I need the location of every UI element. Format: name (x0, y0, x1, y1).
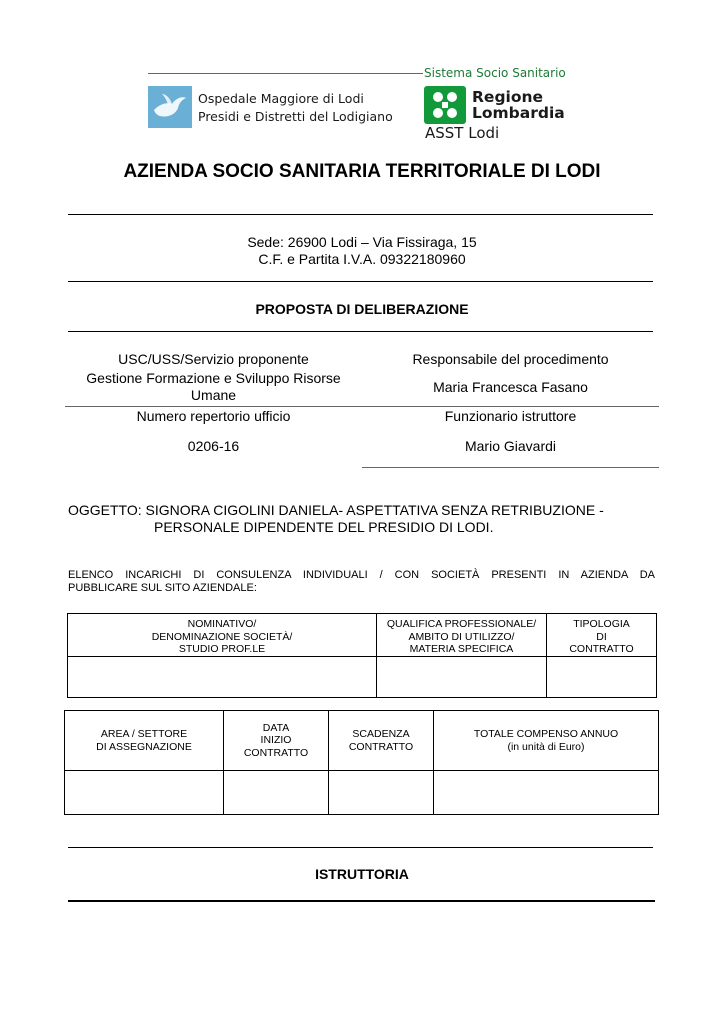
proposta-heading: PROPOSTA DI DELIBERAZIONE (255, 301, 469, 317)
repertorio-value: 0206-16 (187, 438, 240, 454)
regione-label: Regione (472, 88, 544, 106)
elenco-text-cont: PUBBLICARE SUL SITO AZIENDALE: (68, 582, 257, 594)
responsabile-label: Responsabile del procedimento (412, 351, 609, 367)
header-text: AMBITO DI UTILIZZO/ (408, 630, 515, 643)
divider (68, 281, 653, 282)
header-text: CONTRATTO (348, 740, 414, 753)
usc-label: USC/USS/Servizio proponente (118, 351, 309, 367)
table-row (65, 771, 659, 815)
repertorio-label: Numero repertorio ufficio (136, 408, 291, 424)
header-text: QUALIFICA PROFESSIONALE/ (386, 618, 537, 630)
header-text: STUDIO PROF.LE (178, 643, 266, 655)
lombardia-label: Lombardia (472, 104, 565, 122)
table-cell (377, 656, 547, 697)
divider (68, 331, 653, 332)
col-tipologia-header (547, 614, 657, 657)
dove-logo-icon (148, 86, 192, 128)
ospedale-name: Ospedale Maggiore di Lodi (198, 91, 364, 106)
header-rule (148, 73, 423, 74)
responsabile-value: Maria Francesca Fasano (433, 379, 588, 395)
header-text: DI (596, 630, 607, 643)
usc-value-cont: Umane (190, 387, 237, 403)
header-text: DATA (262, 721, 290, 734)
table-header-row (68, 614, 657, 657)
info-divider (65, 406, 659, 407)
header-text: MATERIA SPECIFICA (409, 643, 514, 655)
header-text: NOMINATIVO/ (187, 618, 257, 630)
table-cell (329, 771, 434, 815)
col-nominativo-header (68, 614, 377, 657)
col-area-header (65, 711, 224, 771)
asst-label: ASST Lodi (425, 124, 500, 142)
table-row (68, 656, 657, 697)
col-data-inizio-header (224, 711, 329, 771)
header-text: (in unità di Euro) (507, 740, 585, 753)
table-cell (224, 771, 329, 815)
usc-value: Gestione Formazione e Sviluppo Risorse (86, 370, 341, 386)
contratti-table (64, 710, 659, 815)
istruttoria-heading: ISTRUTTORIA (315, 866, 409, 882)
header-text: TOTALE COMPENSO ANNUO (473, 728, 619, 740)
header-text: CONTRATTO (569, 643, 634, 655)
table-cell (65, 771, 224, 815)
oggetto-line: OGGETTO: SIGNORA CIGOLINI DANIELA- ASPETTATIVA SENZA RETRIBUZIONE - (68, 502, 604, 518)
col-scadenza-header (329, 711, 434, 771)
oggetto-line-cont: PERSONALE DIPENDENTE DEL PRESIDIO DI LODI. (154, 519, 494, 535)
table-cell (434, 771, 659, 815)
table-header-row (65, 711, 659, 771)
funzionario-label: Funzionario istruttore (444, 408, 577, 424)
sistema-label: Sistema Socio Sanitario (424, 66, 566, 80)
header-text: SCADENZA (352, 728, 410, 740)
header-text: DI ASSEGNAZIONE (96, 740, 192, 753)
sede-address: Sede: 26900 Lodi – Via Fissiraga, 15 (247, 234, 477, 250)
ospedale-subtitle: Presidi e Distretti del Lodigiano (198, 109, 393, 124)
divider (68, 214, 653, 215)
header-text: TIPOLOGIA (573, 618, 630, 630)
divider (68, 900, 655, 902)
regione-lombardia-logo-icon (424, 86, 466, 124)
header-text: AREA / SETTORE (100, 728, 188, 740)
divider (68, 847, 653, 848)
codice-fiscale: C.F. e Partita I.V.A. 09322180960 (258, 251, 466, 267)
info-divider (362, 467, 659, 468)
table-cell (547, 656, 657, 697)
header-text: CONTRATTO (243, 746, 309, 759)
page-title: AZIENDA SOCIO SANITARIA TERRITORIALE DI LODI (123, 161, 601, 182)
incarichi-table (67, 613, 657, 698)
elenco-text: ELENCO INCARICHI DI CONSULENZA INDIVIDUALI / CON SOCIETÀ PRESENTI IN AZIENDA DA (68, 569, 655, 581)
header-text: DENOMINAZIONE SOCIETÀ/ (151, 630, 293, 643)
col-qualifica-header (377, 614, 547, 657)
col-compenso-header (434, 711, 659, 771)
header-text: INIZIO (260, 734, 292, 747)
table-cell (68, 656, 377, 697)
funzionario-value: Mario Giavardi (464, 438, 557, 454)
